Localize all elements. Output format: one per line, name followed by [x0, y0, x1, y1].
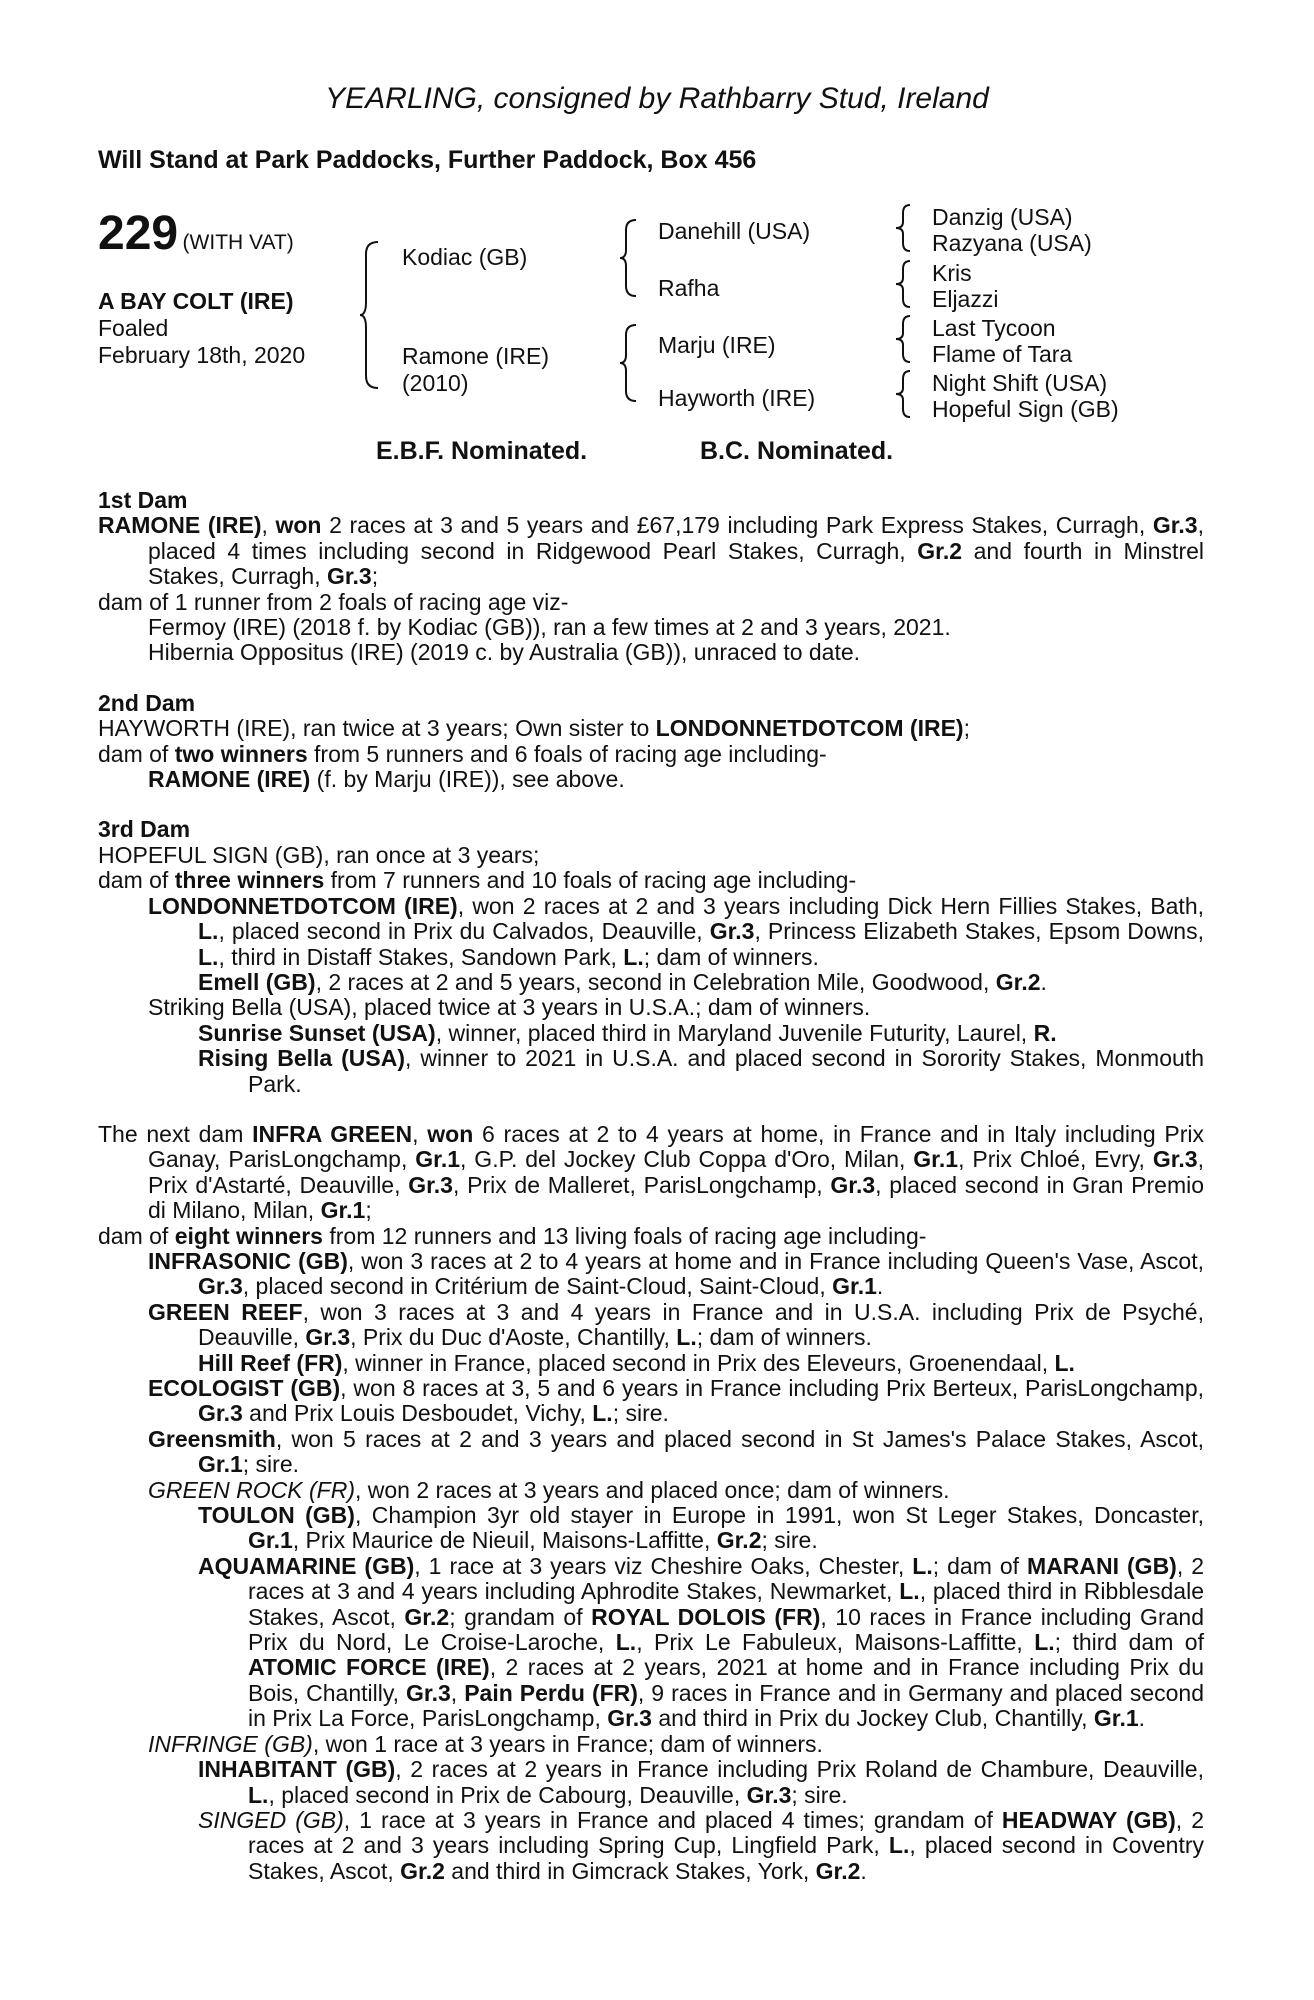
- stand-location: Will Stand at Park Paddocks, Further Paddock, Box 456: [98, 146, 757, 174]
- pedigree-brace-sire: [620, 218, 640, 298]
- pedigree-g7: Night Shift (USA): [932, 370, 1108, 396]
- pedigree-dam-year: (2010): [402, 370, 469, 396]
- page-title: YEARLING, consigned by Rathbarry Stud, Ireland: [325, 82, 989, 115]
- third-dam-sunrise-sunset: Sunrise Sunset (USA), winner, placed third in Maryland Juvenile Futurity, Laurel, R.: [198, 1019, 1057, 1046]
- next-dam-infringe: INFRINGE (GB), won 1 race at 3 years in France; dam of winners.: [148, 1730, 823, 1757]
- lot-name: A BAY COLT (IRE): [98, 288, 294, 314]
- next-dam-ecologist: ECOLOGIST (GB), won 8 races at 3, 5 and 6 years in France including Prix Berteux, ParisLongchamp, Gr.3 and Prix Louis Desboudet, Vichy, L.; sire.: [148, 1375, 1204, 1427]
- pedigree-brace-g78: [896, 369, 914, 419]
- pedigree-dam-dam: Hayworth (IRE): [658, 385, 816, 411]
- pedigree-sire-dam: Rafha: [658, 275, 720, 301]
- pedigree-g1: Danzig (USA): [932, 204, 1073, 230]
- pedigree-brace-g12: [896, 203, 914, 253]
- next-dam-aquamarine: AQUAMARINE (GB), 1 race at 3 years viz Cheshire Oaks, Chester, L.; dam of MARANI (GB), 2 races at 3 and 4 years including Aphrodite Stakes, Newmarket, L., placed third in Ribblesdale Stakes, Ascot, Gr.2; grandam of ROYAL DOLOIS (FR), 10 races in France including Grand Prix du Nord, Le Croise-Laroche, L., Prix Le Fabuleux, Maisons-Laffitte, L.; third dam of ATOMIC FORCE (IRE), 2 races at 2 years, 2021 at home and in France including Prix du Bois, Chantilly, Gr.3, Pain Perdu (FR), 9 races in France and in Germany and placed second in Prix La Force, ParisLongchamp, Gr.3 and third in Prix du Jockey Club, Chantilly, Gr.1.: [198, 1552, 1205, 1732]
- pedigree-g2: Razyana (USA): [932, 230, 1092, 256]
- pedigree-g5: Last Tycoon: [932, 315, 1056, 341]
- pedigree-brace-main: [360, 240, 382, 390]
- foaled-date: February 18th, 2020: [98, 342, 306, 368]
- first-dam-paragraph: RAMONE (IRE), won 2 races at 3 and 5 years and £67,179 including Park Express Stakes, Curragh, Gr.3, placed 4 times including second in Ridgewood Pearl Stakes, Curragh, Gr.2 and fourth in Minstrel Stakes, Curragh, Gr.3;: [98, 512, 1205, 590]
- bc-nomination: B.C. Nominated.: [700, 437, 894, 465]
- third-dam-emell: Emell (GB), 2 races at 2 and 5 years, second in Celebration Mile, Goodwood, Gr.2.: [198, 968, 1047, 995]
- lot-number: 229: [98, 207, 179, 260]
- family-text: [98, 488, 1204, 1884]
- next-dam-green-reef: GREEN REEF, won 3 races at 3 and 4 years in France and in U.S.A. including Prix de Psyché, Deauville, Gr.3, Prix du Duc d'Aoste, Chantilly, L.; dam of winners.: [148, 1298, 1204, 1351]
- pedigree-brace-g56: [896, 314, 914, 364]
- third-dam-londonnetdotcom: LONDONNETDOTCOM (IRE), won 2 races at 2 and 3 years including Dick Hern Fillies Stakes, Bath, L., placed second in Prix du Calvados, Deauville, Gr.3, Princess Elizabeth Stakes, Epsom Downs, L., third in Distaff Stakes, Sandown Park, L.; dam of winners.: [148, 892, 1205, 970]
- second-dam-heading: 2nd Dam: [98, 689, 196, 716]
- pedigree-sire-sire: Danehill (USA): [658, 218, 811, 244]
- vat-label: (WITH VAT): [182, 231, 294, 254]
- next-dam-hill-reef: Hill Reef (FR), winner in France, placed second in Prix des Eleveurs, Groenendaal, L.: [198, 1349, 1075, 1376]
- next-dam-singed: SINGED (GB), 1 race at 3 years in France and placed 4 times; grandam of HEADWAY (GB), 2 races at 2 and 3 years including Spring Cup, Lingfield Park, L., placed second in Coventry Stakes, Ascot, Gr.2 and third in Gimcrack Stakes, York, Gr.2.: [198, 1806, 1204, 1884]
- pedigree-brace-g34: [896, 259, 914, 309]
- next-dam-inhabitant: INHABITANT (GB), 2 races at 2 years in France including Prix Roland de Chambure, Deauville, L., placed second in Prix de Cabourg, Deauville, Gr.3; sire.: [198, 1756, 1204, 1808]
- third-dam-paragraph: HOPEFUL SIGN (GB), ran once at 3 years;: [98, 841, 540, 868]
- produce-hibernia: Hibernia Oppositus (IRE) (2019 c. by Australia (GB)), unraced to date.: [148, 639, 861, 666]
- third-dam-rising-bella: Rising Bella (USA), winner to 2021 in U.S.A. and placed second in Sorority Stakes, Monmouth Park.: [198, 1045, 1204, 1097]
- pedigree-dam-sire: Marju (IRE): [658, 332, 776, 358]
- third-dam-heading: 3rd Dam: [98, 816, 191, 843]
- next-dam-infrasonic: INFRASONIC (GB), won 3 races at 2 to 4 years at home and in France including Queen's Vase, Ascot, Gr.3, placed second in Critérium de Saint-Cloud, Saint-Cloud, Gr.1.: [148, 1247, 1204, 1300]
- second-dam-paragraph: HAYWORTH (IRE), ran twice at 3 years; Own sister to LONDONNETDOTCOM (IRE);: [98, 715, 970, 742]
- next-dam-green-rock: GREEN ROCK (FR), won 2 races at 3 years and placed once; dam of winners.: [148, 1476, 950, 1503]
- lot-number-line: [98, 206, 294, 261]
- ebf-nomination: E.B.F. Nominated.: [376, 437, 588, 465]
- pedigree-brace-dam: [620, 323, 640, 403]
- produce-fermoy: Fermoy (IRE) (2018 f. by Kodiac (GB)), ran a few times at 2 and 3 years, 2021.: [148, 614, 951, 641]
- first-dam-produce-line: dam of 1 runner from 2 foals of racing age viz-: [98, 588, 569, 615]
- pedigree-g3: Kris: [932, 260, 972, 286]
- pedigree-g6: Flame of Tara: [932, 341, 1073, 367]
- next-dam-paragraph: The next dam INFRA GREEN, won 6 races at 2 to 4 years at home, in France and in Italy including Prix Ganay, ParisLongchamp, Gr.1, G.P. del Jockey Club Coppa d'Oro, Milan, Gr.1, Prix Chloé, Evry, Gr.3, Prix d'Astarté, Deauville, Gr.3, Prix de Malleret, ParisLongchamp, Gr.3, placed second in Gran Premio di Milano, Milan, Gr.1;: [98, 1120, 1205, 1224]
- next-dam-greensmith: Greensmith, won 5 races at 2 and 3 years and placed second in St James's Palace Stakes, Ascot, Gr.1; sire.: [148, 1425, 1204, 1478]
- third-dam-striking-bella: Striking Bella (USA), placed twice at 3 years in U.S.A.; dam of winners.: [148, 994, 871, 1021]
- next-dam-toulon: TOULON (GB), Champion 3yr old stayer in Europe in 1991, won St Leger Stakes, Doncaster, Gr.1, Prix Maurice de Nieuil, Maisons-Laffitte, Gr.2; sire.: [198, 1502, 1204, 1554]
- pedigree-g8: Hopeful Sign (GB): [932, 396, 1119, 422]
- next-dam-produce-line: dam of eight winners from 12 runners and 13 living foals of racing age including-: [98, 1222, 927, 1249]
- third-dam-produce-line: dam of three winners from 7 runners and 10 foals of racing age including-: [98, 867, 857, 894]
- second-dam-ramone: RAMONE (IRE) (f. by Marju (IRE)), see above.: [148, 766, 625, 793]
- first-dam-heading: 1st Dam: [98, 487, 188, 513]
- second-dam-produce-line: dam of two winners from 5 runners and 6 foals of racing age including-: [98, 740, 827, 767]
- pedigree-dam: Ramone (IRE): [402, 343, 549, 369]
- foaled-label: Foaled: [98, 315, 169, 341]
- pedigree-g4: Eljazzi: [932, 286, 999, 312]
- pedigree-sire: Kodiac (GB): [402, 244, 528, 270]
